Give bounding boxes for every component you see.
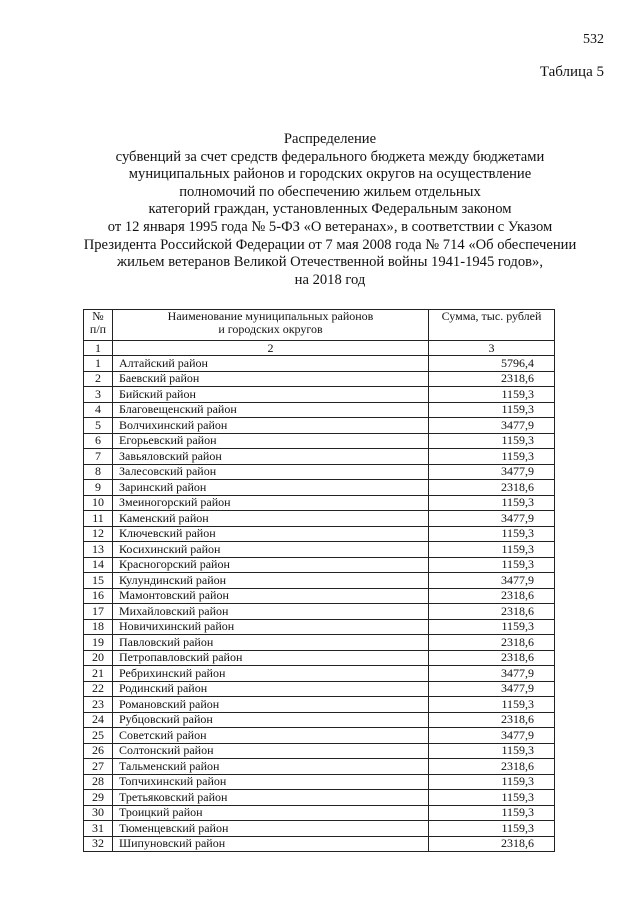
title-line: субвенций за счет средств федерального бюджета между бюджетами <box>115 148 545 165</box>
subsidy-amount: 3477,9 <box>429 573 555 589</box>
distribution-table-wrapper <box>83 309 555 852</box>
table-row <box>84 371 555 387</box>
row-number: 21 <box>84 666 113 682</box>
subsidy-amount: 1159,3 <box>429 433 555 449</box>
table-row <box>84 511 555 527</box>
row-number: 4 <box>84 402 113 418</box>
subsidy-amount: 2318,6 <box>429 604 555 620</box>
subsidy-amount: 1159,3 <box>429 805 555 821</box>
row-number: 32 <box>84 836 113 852</box>
subsidy-amount: 3477,9 <box>429 418 555 434</box>
header-name-line2: и городских округов <box>218 322 323 336</box>
column-number: 3 <box>429 341 555 356</box>
subsidy-amount: 1159,3 <box>429 697 555 713</box>
row-number: 26 <box>84 743 113 759</box>
row-number: 23 <box>84 697 113 713</box>
district-name: Шипуновский район <box>113 836 429 852</box>
subsidy-amount: 3477,9 <box>429 666 555 682</box>
column-number: 1 <box>84 341 113 356</box>
table-label: Таблица 5 <box>539 64 604 80</box>
subsidy-amount: 2318,6 <box>429 650 555 666</box>
header-num-line1: № <box>92 309 104 323</box>
district-name: Змеиногорский район <box>113 495 429 511</box>
title-line: жильем ветеранов Великой Отечественной войны 1941-1945 годов», <box>117 254 543 271</box>
district-name: Романовский район <box>113 697 429 713</box>
row-number: 2 <box>84 371 113 387</box>
table-row <box>84 480 555 496</box>
row-number: 3 <box>84 387 113 403</box>
table-row <box>84 759 555 775</box>
table-row <box>84 588 555 604</box>
table-row <box>84 712 555 728</box>
district-name: Благовещенский район <box>113 402 429 418</box>
header-name <box>113 310 429 341</box>
title-line: категорий граждан, установленных Федеральным законом <box>148 201 512 218</box>
subsidy-amount: 2318,6 <box>429 836 555 852</box>
header-sum <box>429 310 555 341</box>
header-num-line2: п/п <box>89 322 107 336</box>
row-number: 18 <box>84 619 113 635</box>
subsidy-amount: 5796,4 <box>429 356 555 372</box>
title-line: Распределение <box>283 131 377 147</box>
row-number: 29 <box>84 790 113 806</box>
table-row <box>84 619 555 635</box>
table-row <box>84 464 555 480</box>
row-number: 10 <box>84 495 113 511</box>
district-name: Завьяловский район <box>113 449 429 465</box>
row-number: 24 <box>84 712 113 728</box>
title-line: Президента Российской Федерации от 7 мая 2008 года № 714 «Об обеспечении <box>83 236 577 253</box>
district-name: Алтайский район <box>113 356 429 372</box>
district-name: Красногорский район <box>113 557 429 573</box>
district-name: Тюменцевский район <box>113 821 429 837</box>
column-numbers-row <box>84 341 555 356</box>
subsidy-amount: 3477,9 <box>429 728 555 744</box>
subsidy-amount: 2318,6 <box>429 759 555 775</box>
row-number: 28 <box>84 774 113 790</box>
table-row <box>84 743 555 759</box>
district-name: Тальменский район <box>113 759 429 775</box>
subsidy-amount: 3477,9 <box>429 681 555 697</box>
title-line: на 2018 год <box>294 271 366 288</box>
table-row <box>84 557 555 573</box>
district-name: Михайловский район <box>113 604 429 620</box>
distribution-table <box>83 309 555 852</box>
district-name: Егорьевский район <box>113 433 429 449</box>
row-number: 12 <box>84 526 113 542</box>
subsidy-amount: 1159,3 <box>429 557 555 573</box>
subsidy-amount: 1159,3 <box>429 743 555 759</box>
table-row <box>84 821 555 837</box>
table-row <box>84 573 555 589</box>
subsidy-amount: 2318,6 <box>429 371 555 387</box>
district-name: Третьяковский район <box>113 790 429 806</box>
subsidy-amount: 1159,3 <box>429 449 555 465</box>
district-name: Троицкий район <box>113 805 429 821</box>
subsidy-amount: 1159,3 <box>429 774 555 790</box>
table-row <box>84 418 555 434</box>
district-name: Советский район <box>113 728 429 744</box>
table-row <box>84 604 555 620</box>
subsidy-amount: 1159,3 <box>429 542 555 558</box>
table-row <box>84 433 555 449</box>
row-number: 27 <box>84 759 113 775</box>
district-name: Бийский район <box>113 387 429 403</box>
table-row <box>84 836 555 852</box>
table-row <box>84 681 555 697</box>
subsidy-amount: 1159,3 <box>429 821 555 837</box>
header-num <box>84 310 113 341</box>
table-row <box>84 790 555 806</box>
subsidy-amount: 2318,6 <box>429 588 555 604</box>
table-row <box>84 387 555 403</box>
row-number: 30 <box>84 805 113 821</box>
header-name-line1: Наименование муниципальных районов <box>167 309 374 323</box>
row-number: 31 <box>84 821 113 837</box>
table-row <box>84 774 555 790</box>
district-name: Рубцовский район <box>113 712 429 728</box>
page-number: 532 <box>583 32 604 47</box>
district-name: Петропавловский район <box>113 650 429 666</box>
district-name: Баевский район <box>113 371 429 387</box>
district-name: Новичихинский район <box>113 619 429 635</box>
subsidy-amount: 1159,3 <box>429 790 555 806</box>
table-row <box>84 402 555 418</box>
district-name: Топчихинский район <box>113 774 429 790</box>
row-number: 8 <box>84 464 113 480</box>
district-name: Ключевский район <box>113 526 429 542</box>
column-number: 2 <box>113 341 429 356</box>
row-number: 9 <box>84 480 113 496</box>
row-number: 25 <box>84 728 113 744</box>
district-name: Волчихинский район <box>113 418 429 434</box>
subsidy-amount: 1159,3 <box>429 387 555 403</box>
table-row <box>84 697 555 713</box>
row-number: 11 <box>84 511 113 527</box>
table-row <box>84 449 555 465</box>
row-number: 17 <box>84 604 113 620</box>
row-number: 14 <box>84 557 113 573</box>
district-name: Заринский район <box>113 480 429 496</box>
table-row <box>84 526 555 542</box>
row-number: 19 <box>84 635 113 651</box>
table-header <box>84 310 555 356</box>
district-name: Залесовский район <box>113 464 429 480</box>
row-number: 20 <box>84 650 113 666</box>
title-line: полномочий по обеспечению жильем отдельных <box>179 183 481 200</box>
table-row <box>84 728 555 744</box>
table-row <box>84 650 555 666</box>
subsidy-amount: 1159,3 <box>429 402 555 418</box>
district-name: Мамонтовский район <box>113 588 429 604</box>
header-sum-label: Сумма, тыс. рублей <box>441 309 542 323</box>
row-number: 15 <box>84 573 113 589</box>
row-number: 16 <box>84 588 113 604</box>
district-name: Косихинский район <box>113 542 429 558</box>
district-name: Кулундинский район <box>113 573 429 589</box>
header-row <box>84 310 555 341</box>
row-number: 22 <box>84 681 113 697</box>
district-name: Солтонский район <box>113 743 429 759</box>
row-number: 1 <box>84 356 113 372</box>
subsidy-amount: 1159,3 <box>429 619 555 635</box>
subsidy-amount: 3477,9 <box>429 464 555 480</box>
district-name: Ребрихинский район <box>113 666 429 682</box>
table-body <box>84 356 555 852</box>
title-line: от 12 января 1995 года № 5-ФЗ «О ветеранах», в соответствии с Указом <box>107 218 553 235</box>
subsidy-amount: 2318,6 <box>429 635 555 651</box>
district-name: Павловский район <box>113 635 429 651</box>
row-number: 5 <box>84 418 113 434</box>
row-number: 6 <box>84 433 113 449</box>
title-line: муниципальных районов и городских округов на осуществление <box>128 166 532 183</box>
subsidy-amount: 2318,6 <box>429 480 555 496</box>
subsidy-amount: 3477,9 <box>429 511 555 527</box>
subsidy-amount: 2318,6 <box>429 712 555 728</box>
table-row <box>84 542 555 558</box>
row-number: 13 <box>84 542 113 558</box>
table-row <box>84 356 555 372</box>
row-number: 7 <box>84 449 113 465</box>
district-name: Родинский район <box>113 681 429 697</box>
document-title <box>60 131 600 289</box>
table-row <box>84 495 555 511</box>
table-row <box>84 666 555 682</box>
table-row <box>84 635 555 651</box>
subsidy-amount: 1159,3 <box>429 526 555 542</box>
subsidy-amount: 1159,3 <box>429 495 555 511</box>
table-row <box>84 805 555 821</box>
district-name: Каменский район <box>113 511 429 527</box>
